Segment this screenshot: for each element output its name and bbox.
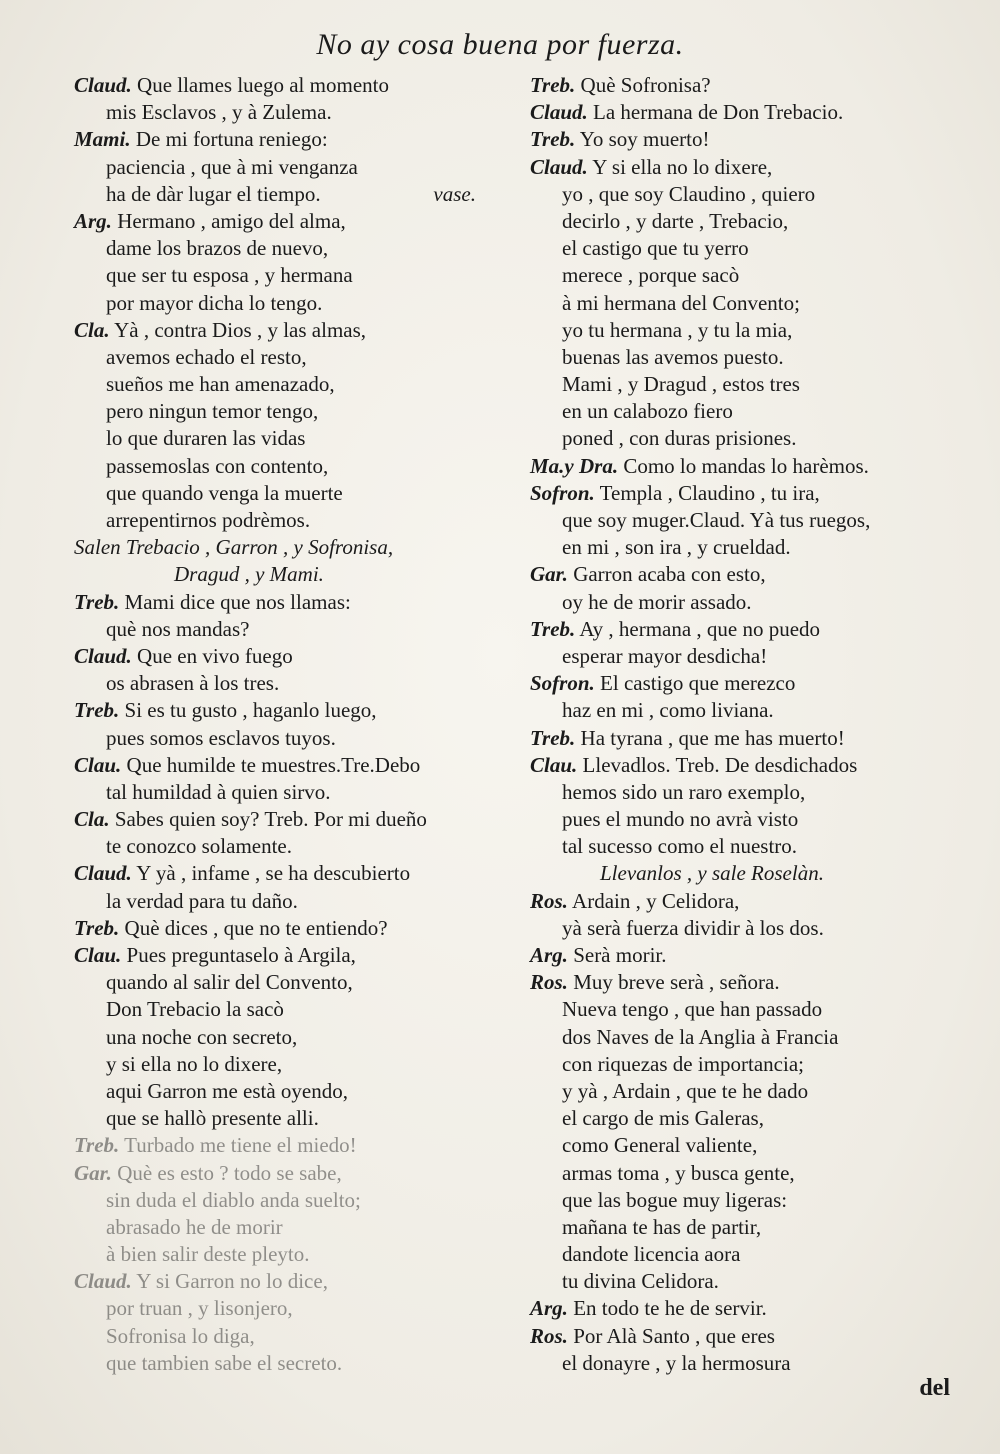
- verse-line: [530, 1295, 942, 1322]
- line-text: armas toma , y busca gente,: [562, 1160, 795, 1185]
- line-text: Ha tyrana , que me has muerto!: [580, 725, 845, 750]
- line-text: el castigo que tu yerro: [562, 236, 749, 261]
- aside-direction: vase.: [433, 181, 476, 206]
- speaker-label: Treb.: [74, 1133, 120, 1158]
- verse-line: [530, 208, 942, 235]
- line-text: oy he de morir assado.: [562, 589, 752, 614]
- speaker-label: Clau.: [530, 752, 578, 777]
- right-column: [530, 72, 942, 1377]
- speaker-label: Gar.: [530, 562, 568, 587]
- verse-line: [74, 262, 486, 289]
- line-text: pues el mundo no avrà visto: [562, 807, 799, 832]
- verse-line: [530, 1160, 942, 1187]
- verse-line: [530, 317, 942, 344]
- speaker-label: Arg.: [530, 1296, 568, 1321]
- line-text: Y yà , infame , se ha descubierto: [136, 861, 411, 886]
- verse-line: [74, 317, 486, 344]
- line-text: lo que duraren las vidas: [106, 426, 306, 451]
- line-text: dandote licencia aora: [562, 1242, 741, 1267]
- line-text: Yà , contra Dios , y las almas,: [114, 317, 367, 342]
- verse-line: [530, 1241, 942, 1268]
- line-text: Salen Trebacio , Garron , y Sofronisa,: [74, 535, 394, 560]
- speaker-label: Ma.y Dra.: [530, 453, 619, 478]
- speaker-label: Treb.: [530, 127, 576, 152]
- left-column: [74, 72, 486, 1377]
- verse-line: [74, 235, 486, 262]
- speaker-label: Claud.: [74, 861, 132, 886]
- line-text: Llevanlos , y sale Roselàn.: [600, 861, 824, 886]
- line-text: Don Trebacio la sacò: [106, 997, 284, 1022]
- verse-line: [530, 942, 942, 969]
- verse-line: [74, 181, 486, 208]
- verse-line: [530, 1350, 942, 1377]
- verse-line: [74, 1024, 486, 1051]
- line-text: Y si ella no lo dixere,: [592, 154, 773, 179]
- verse-line: [530, 235, 942, 262]
- line-text: Y si Garron no lo dice,: [136, 1269, 328, 1294]
- verse-line: [74, 1295, 486, 1322]
- verse-line: [530, 290, 942, 317]
- line-text: que ser tu esposa , y hermana: [106, 263, 353, 288]
- speaker-label: Treb.: [74, 589, 120, 614]
- line-text: yà serà fuerza dividir à los dos.: [562, 915, 824, 940]
- verse-line: [74, 290, 486, 317]
- speaker-label: Treb.: [74, 915, 120, 940]
- line-text: tal sucesso como el nuestro.: [562, 834, 798, 859]
- speaker-label: Arg.: [530, 943, 568, 967]
- verse-line: [530, 1024, 942, 1051]
- line-text: Què dices , que no te entiendo?: [124, 915, 388, 940]
- line-text: De mi fortuna reniego:: [135, 127, 328, 152]
- line-text: esperar mayor desdicha!: [562, 643, 768, 668]
- verse-line: [74, 996, 486, 1023]
- verse-line: [74, 589, 486, 616]
- verse-line: [74, 806, 486, 833]
- verse-line: [530, 480, 942, 507]
- line-text: Nueva tengo , que han passado: [562, 997, 823, 1022]
- line-text: Por Alà Santo , que eres: [573, 1323, 775, 1348]
- line-text: paciencia , que à mi venganza: [106, 154, 358, 179]
- line-text: dos Naves de la Anglia à Francia: [562, 1024, 839, 1049]
- verse-line: [74, 915, 486, 942]
- verse-line: [74, 126, 486, 153]
- line-text: te conozco solamente.: [106, 834, 293, 859]
- line-text: Hermano , amigo del alma,: [117, 208, 346, 233]
- line-text: Dragud , y Mami.: [174, 562, 324, 587]
- verse-line: [530, 344, 942, 371]
- line-text: una noche con secreto,: [106, 1024, 298, 1049]
- line-text: quando al salir del Convento,: [106, 970, 353, 995]
- verse-line: [530, 670, 942, 697]
- line-text: hemos sido un raro exemplo,: [562, 779, 806, 804]
- verse-line: [74, 1160, 486, 1187]
- line-text: el donayre , y la hermosura: [562, 1350, 791, 1375]
- speaker-label: Treb.: [530, 73, 576, 97]
- line-text: què nos mandas?: [106, 616, 250, 641]
- verse-line: [74, 860, 486, 887]
- line-text: Muy breve serà , señora.: [573, 970, 780, 995]
- verse-line: [530, 425, 942, 452]
- verse-line: [74, 425, 486, 452]
- verse-line: [74, 1323, 486, 1350]
- verse-line: [530, 806, 942, 833]
- line-text: Que en vivo fuego: [137, 643, 293, 668]
- line-text: Turbado me tiene el miedo!: [124, 1133, 357, 1158]
- speaker-label: Sofron.: [530, 671, 595, 696]
- verse-line: [74, 344, 486, 371]
- line-text: haz en mi , como liviana.: [562, 698, 774, 723]
- speaker-label: Cla.: [74, 807, 110, 832]
- verse-line: [74, 1078, 486, 1105]
- line-text: por mayor dicha lo tengo.: [106, 290, 323, 315]
- line-text: arrepentirnos podrèmos.: [106, 508, 311, 532]
- verse-line: [74, 208, 486, 235]
- line-text: Què Sofronisa?: [580, 73, 711, 97]
- verse-line: [530, 915, 942, 942]
- verse-line: [74, 643, 486, 670]
- verse-line: [530, 507, 942, 534]
- line-text: dame los brazos de nuevo,: [106, 236, 329, 261]
- verse-line: [530, 1078, 942, 1105]
- speaker-label: Claud.: [530, 100, 588, 125]
- line-text: Como lo mandas lo harèmos.: [623, 453, 869, 478]
- speaker-label: Claud.: [74, 73, 132, 97]
- line-text: Ay , hermana , que no puedo: [579, 616, 821, 641]
- verse-line: [530, 1214, 942, 1241]
- verse-line: [530, 1268, 942, 1295]
- verse-line: [530, 398, 942, 425]
- speaker-label: Claud.: [74, 1269, 132, 1294]
- speaker-label: Cla.: [74, 317, 110, 342]
- speaker-label: Claud.: [530, 154, 588, 179]
- line-text: Pues preguntaselo à Argila,: [126, 943, 356, 967]
- verse-line: [74, 942, 486, 969]
- verse-line: [74, 371, 486, 398]
- line-text: Si es tu gusto , haganlo luego,: [124, 698, 377, 723]
- line-text: Que llames luego al momento: [137, 73, 389, 97]
- verse-line: [530, 643, 942, 670]
- verse-line: [74, 398, 486, 425]
- speaker-label: Clau.: [74, 943, 122, 967]
- line-text: tal humildad à quien sirvo.: [106, 779, 331, 804]
- line-text: y si ella no lo dixere,: [106, 1051, 283, 1076]
- verse-line: [530, 72, 942, 99]
- verse-line: [74, 1051, 486, 1078]
- stage-direction: [74, 534, 486, 561]
- line-text: en un calabozo fiero: [562, 399, 733, 424]
- verse-line: [74, 697, 486, 724]
- line-text: que quando venga la muerte: [106, 480, 343, 505]
- verse-line: [74, 1268, 486, 1295]
- verse-line: [530, 1051, 942, 1078]
- line-text: sin duda el diablo anda suelto;: [106, 1187, 361, 1212]
- line-text: Sabes quien soy? Treb. Por mi dueño: [114, 807, 427, 832]
- verse-line: [74, 480, 486, 507]
- verse-line: [74, 99, 486, 126]
- verse-line: [74, 833, 486, 860]
- verse-line: [74, 1241, 486, 1268]
- line-text: os abrasen à los tres.: [106, 671, 280, 696]
- line-text: avemos echado el resto,: [106, 344, 307, 369]
- line-text: la verdad para tu daño.: [106, 888, 298, 913]
- verse-line: [530, 1105, 942, 1132]
- line-text: Ardain , y Celidora,: [572, 888, 740, 913]
- line-text: como General valiente,: [562, 1133, 758, 1158]
- verse-line: [530, 1187, 942, 1214]
- line-text: en mi , son ira , y crueldad.: [562, 535, 791, 560]
- verse-line: [530, 752, 942, 779]
- line-text: Garron acaba con esto,: [573, 562, 766, 587]
- verse-line: [530, 1132, 942, 1159]
- line-text: Llevadlos. Treb. De desdichados: [582, 752, 858, 777]
- speaker-label: Ros.: [530, 970, 568, 995]
- line-text: que soy muger.Claud. Yà tus ruegos,: [562, 508, 871, 532]
- verse-line: [74, 72, 486, 99]
- stage-direction: [530, 860, 942, 887]
- line-text: con riquezas de importancia;: [562, 1051, 804, 1076]
- speaker-label: Claud.: [74, 643, 132, 668]
- line-text: En todo te he de servir.: [573, 1296, 767, 1321]
- verse-line: [530, 833, 942, 860]
- line-text: pues somos esclavos tuyos.: [106, 725, 336, 750]
- verse-line: [74, 616, 486, 643]
- verse-line: [74, 725, 486, 752]
- line-text: que tambien sabe el secreto.: [106, 1350, 343, 1375]
- line-text: aqui Garron me està oyendo,: [106, 1078, 349, 1103]
- line-text: Sofronisa lo diga,: [106, 1323, 255, 1348]
- speaker-label: Clau.: [74, 752, 122, 777]
- line-text: Mami , y Dragud , estos tres: [562, 372, 800, 397]
- verse-line: [74, 453, 486, 480]
- verse-line: [530, 697, 942, 724]
- line-text: que las bogue muy ligeras:: [562, 1187, 788, 1212]
- verse-line: [530, 371, 942, 398]
- verse-line: [530, 589, 942, 616]
- line-text: decirlo , y darte , Trebacio,: [562, 208, 789, 233]
- verse-line: [530, 888, 942, 915]
- verse-line: [74, 154, 486, 181]
- line-text: yo tu hermana , y tu la mia,: [562, 317, 793, 342]
- verse-line: [530, 453, 942, 480]
- catchword: del: [919, 1375, 950, 1401]
- line-text: que se hallò presente alli.: [106, 1106, 319, 1131]
- stage-direction: [74, 561, 486, 588]
- speaker-label: Treb.: [530, 725, 576, 750]
- line-text: yo , que soy Claudino , quiero: [562, 181, 816, 206]
- verse-line: [74, 1350, 486, 1377]
- speaker-label: Arg.: [74, 208, 112, 233]
- verse-line: [530, 969, 942, 996]
- line-text: pero ningun temor tengo,: [106, 399, 319, 424]
- verse-line: [74, 752, 486, 779]
- line-text: passemoslas con contento,: [106, 453, 329, 478]
- speaker-label: Treb.: [530, 616, 576, 641]
- verse-line: [74, 1105, 486, 1132]
- line-text: à bien salir deste pleyto.: [106, 1242, 310, 1267]
- line-text: ha de dàr lugar el tiempo.: [106, 181, 321, 206]
- verse-line: [530, 154, 942, 181]
- line-text: el cargo de mis Galeras,: [562, 1106, 764, 1131]
- verse-line: [74, 1132, 486, 1159]
- verse-line: [530, 996, 942, 1023]
- verse-line: [530, 534, 942, 561]
- line-text: mañana te has de partir,: [562, 1214, 762, 1239]
- line-text: Què es esto ? todo se sabe,: [117, 1160, 342, 1185]
- line-text: abrasado he de morir: [106, 1214, 283, 1239]
- verse-line: [530, 725, 942, 752]
- verse-line: [530, 1323, 942, 1350]
- line-text: Que humilde te muestres.Tre.Debo: [126, 752, 421, 777]
- line-text: poned , con duras prisiones.: [562, 426, 797, 451]
- line-text: buenas las avemos puesto.: [562, 344, 784, 369]
- verse-line: [530, 181, 942, 208]
- line-text: Serà morir.: [573, 943, 667, 967]
- speaker-label: Treb.: [74, 698, 120, 723]
- verse-line: [530, 616, 942, 643]
- verse-line: [74, 969, 486, 996]
- line-text: Templa , Claudino , tu ira,: [599, 480, 820, 505]
- verse-line: [74, 670, 486, 697]
- line-text: La hermana de Don Trebacio.: [593, 100, 844, 125]
- verse-line: [74, 779, 486, 806]
- line-text: por truan , y lisonjero,: [106, 1296, 293, 1321]
- verse-line: [74, 1214, 486, 1241]
- speaker-label: Mami.: [74, 127, 131, 152]
- line-text: merece , porque sacò: [562, 263, 740, 288]
- speaker-label: Ros.: [530, 1323, 568, 1348]
- speaker-label: Ros.: [530, 888, 568, 913]
- line-text: mis Esclavos , y à Zulema.: [106, 100, 332, 125]
- verse-line: [530, 779, 942, 806]
- line-text: y yà , Ardain , que te he dado: [562, 1078, 809, 1103]
- line-text: à mi hermana del Convento;: [562, 290, 800, 315]
- running-head: No ay cosa buena por fuerza.: [316, 28, 684, 61]
- verse-line: [74, 888, 486, 915]
- verse-line: [530, 126, 942, 153]
- line-text: sueños me han amenazado,: [106, 372, 335, 397]
- speaker-label: Gar.: [74, 1160, 112, 1185]
- verse-line: [530, 99, 942, 126]
- verse-line: [74, 1187, 486, 1214]
- verse-line: [74, 507, 486, 534]
- verse-line: [530, 262, 942, 289]
- line-text: Yo soy muerto!: [579, 127, 710, 152]
- line-text: Mami dice que nos llamas:: [124, 589, 351, 614]
- line-text: El castigo que merezco: [600, 671, 796, 696]
- speaker-label: Sofron.: [530, 480, 595, 505]
- verse-line: [530, 561, 942, 588]
- line-text: tu divina Celidora.: [562, 1269, 719, 1294]
